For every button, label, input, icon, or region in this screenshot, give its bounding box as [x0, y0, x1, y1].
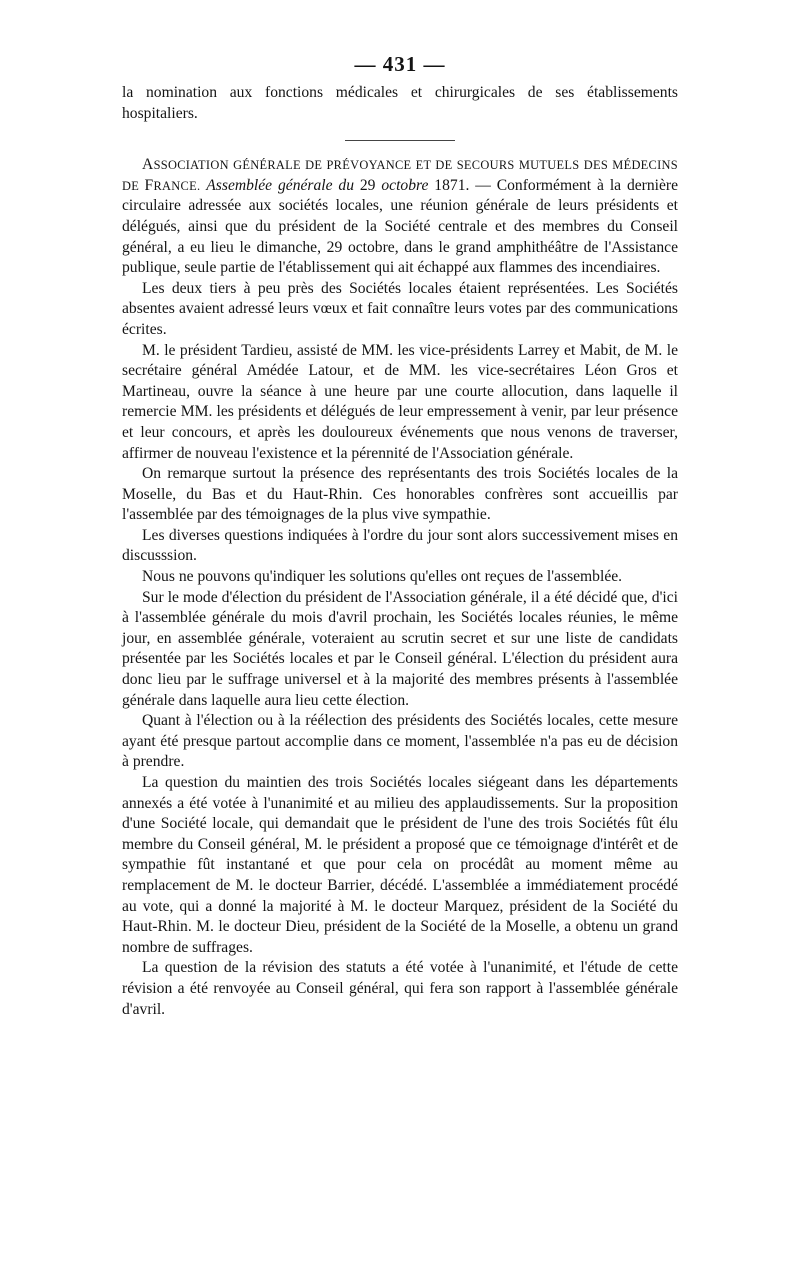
document-page	[122, 52, 678, 1020]
paragraph-annexed-societies: On remarque surtout la présence des représentants des trois Sociétés locales de la Moselle, du Bas et du Haut-Rhin. Ces honorables confrères sont accueillis par l'assemblée par des témoignages de la plus vive sympathie.	[122, 465, 678, 524]
heading-initial: A	[142, 156, 154, 174]
heading-text: SSOCIATION GÉNÉRALE DE PRÉVOYANCE ET DE SECOURS MUTUELS DES MÉDECINS DE	[122, 158, 678, 193]
paragraph-agenda: Les diverses questions indiquées à l'ordre du jour sont alors successivement mises en discusssion.	[122, 526, 678, 565]
paragraph-president-election: Sur le mode d'élection du président de l'Association générale, il a été décidé que, d'ici à l'assemblée générale du mois d'avril prochain, les Sociétés locales réunies, le même jour, en assemblée générale, voteraient au scrutin secret et sur une liste de candidats présentée par les Sociétés locales et par le Conseil général. L'élection du président aura donc lieu par le suffrage universel et à la majorité des membres présents à l'assemblée générale dans laquelle aura lieu cette élection.	[122, 588, 678, 709]
page-number: — 431 —	[354, 52, 446, 76]
paragraph-solutions: Nous ne pouvons qu'indiquer les solutions qu'elles ont reçues de l'assemblée.	[142, 568, 623, 586]
assembly-day: 29	[354, 176, 382, 194]
heading-france-rest: RANCE.	[153, 178, 201, 193]
paragraph-annexed-departments: La question du maintien des trois Sociétés locales siégeant dans les départements annexés a été votée à l'unanimité et au milieu des applaudissements. Sur la proposition d'une Société locale, qui demandait que le président de l'une des trois Sociétés fût élu membre du Conseil général, M. le président a proposé que ce témoignage d'intérêt et de sympathie fût instantané et que pour cela on procédât au moment même au remplacement de M. le docteur Barrier, décédé. L'assemblée a immédiatement procédé au vote, qui a donné la majorité à M. le docteur Marquez, président de la Société du Haut-Rhin. M. le docteur Dieu, président de la Société de la Moselle, a obtenu un grand nombre de suffrages.	[122, 774, 678, 956]
assembly-title	[206, 177, 428, 194]
section-divider	[345, 140, 455, 141]
assembly-italic: Assemblée générale du	[206, 176, 354, 194]
intro-paragraph: la nomination aux fonctions médicales et chirurgicales de ses établissements hospitaliers.	[122, 84, 678, 122]
paragraph-attendance: Les deux tiers à peu près des Sociétés locales étaient représentées. Les Sociétés absentes avaient adressé leurs vœux et fait connaître leurs votes par des communications écrites.	[122, 279, 678, 338]
section-opening-paragraph	[122, 155, 678, 279]
heading-france-initial: F	[144, 176, 154, 194]
paragraph-local-presidents: Quant à l'élection ou à la réélection des présidents des Sociétés locales, cette mesure ayant été presque partout accomplie dans ce moment, l'assemblée n'a pas eu de décision à prendre.	[122, 712, 678, 771]
assembly-year: 1871.	[428, 176, 470, 194]
paragraph-statutes-revision: La question de la révision des statuts a été votée à l'unanimité, et l'étude de cette révision a été renvoyée au Conseil général, qui fera son rapport à l'assemblée générale d'avril.	[122, 959, 678, 1018]
assembly-month: octobre	[381, 176, 429, 194]
paragraph-opening-session: M. le président Tardieu, assisté de MM. les vice-présidents Larrey et Mabit, de M. le secrétaire général Amédée Latour, et de MM. les vice-secrétaires Léon Gros et Martineau, ouvre la séance à une heure par une courte allocution, dans laquelle il remercie MM. les présidents et délégués de leur empressement à venir, par leur présence et leur concours, et après les douloureux événements que nous venons de traverser, affirmer de nouveau l'existence et la pérennité de l'Association générale.	[122, 341, 678, 462]
opening-text: — Conformément à la dernière circulaire adressée aux sociétés locales, une réunion générale de leurs présidents et délégués, ainsi que du président de la Société centrale et des membres du Conseil général, a eu lieu le dimanche, 29 octobre, dans le grand amphithéâtre de l'Assistance publique, seule partie de l'établissement qui ait échappé aux flammes des incendiaires.	[122, 176, 679, 277]
